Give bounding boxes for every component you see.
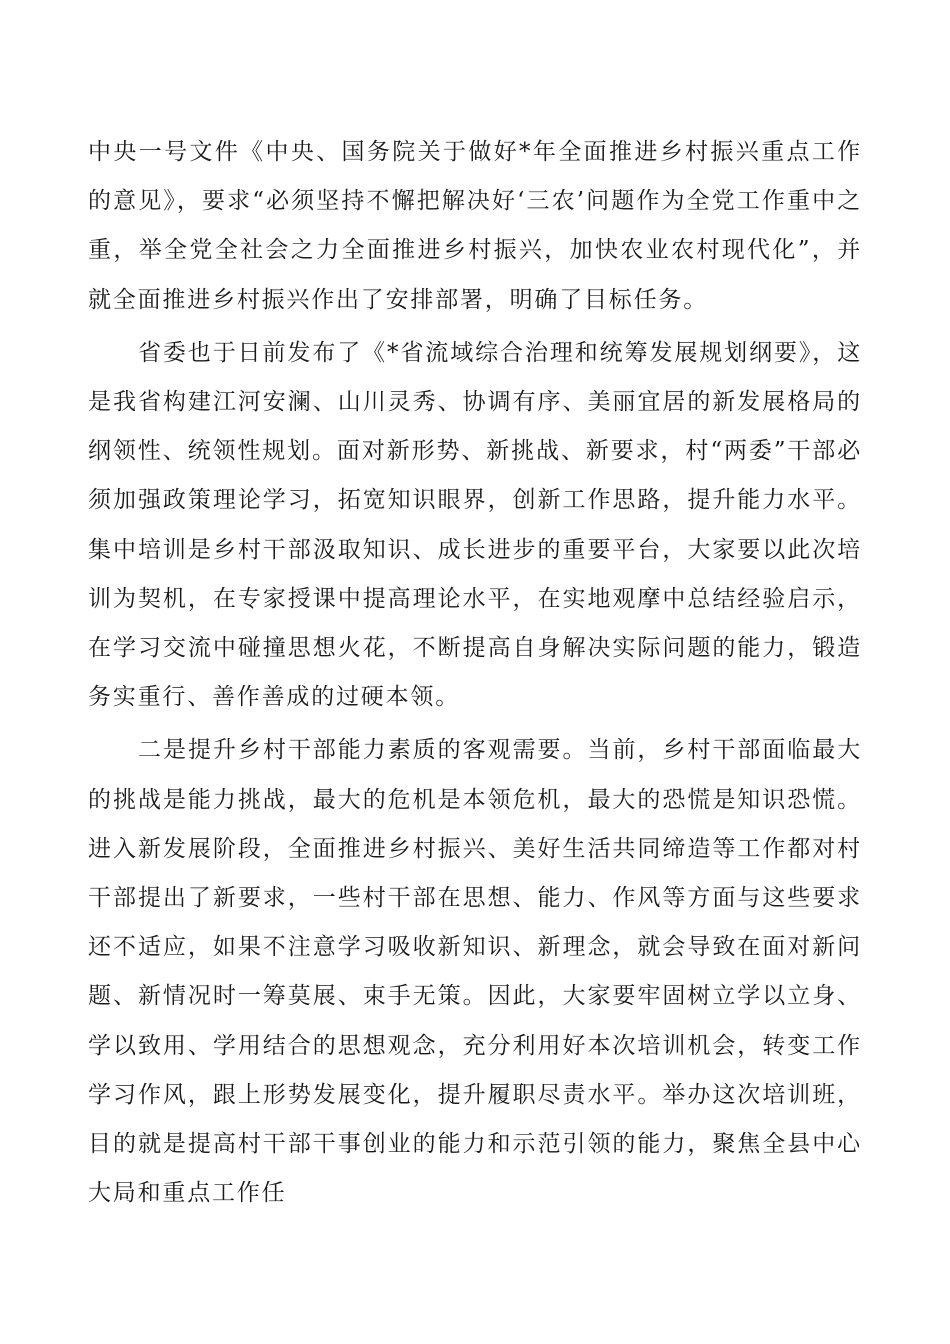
- paragraph-provincial-plan: 省委也于日前发布了《*省流域综合治理和统筹发展规划纲要》，这是我省构建江河安澜、山川灵秀、协调有序、美丽宜居的新发展格局的纲领性、统领性规划。面对新形势、新挑战、新要求，村“两委”干部必须加强政策理论学习，拓宽知识眼界，创新工作思路，提升能力水平。集中培训是乡村干部汲取知识、成长进步的重要平台，大家要以此次培训为契机，在专家授课中提高理论水平，在实地观摩中总结经验启示，在学习交流中碰撞思想火花，不断提高自身解决实际问题的能力，锻造务实重行、善作善成的过硬本领。: [88, 339, 862, 711]
- document-body: [88, 128, 862, 1218]
- paragraph-capability-needs: 二是提升乡村干部能力素质的客观需要。当前，乡村干部面临最大的挑战是能力挑战，最大的危机是本领危机，最大的恐慌是知识恐慌。进入新发展阶段，全面推进乡村振兴、美好生活共同缔造等工作都对村干部提出了新要求，一些村干部在思想、能力、作风等方面与这些要求还不适应，如果不注意学习吸收新知识、新理念，就会导致在面对新问题、新情况时一筹莫展、束手无策。因此，大家要牢固树立学以立身、学以致用、学用结合的思想观念，充分利用好本次培训机会，转变工作学习作风，跟上形势发展变化，提升履职尽责水平。举办这次培训班，目的就是提高村干部干事创业的能力和示范引领的能力，聚焦全县中心大局和重点工作任: [88, 737, 862, 1207]
- paragraph-continuation: 中央一号文件《中央、国务院关于做好*年全面推进乡村振兴重点工作的意见》，要求“必须坚持不懈把解决好‘三农’问题作为全党工作重中之重，举全党全社会之力全面推进乡村振兴，加快农业农村现代化”，并就全面推进乡村振兴作出了安排部署，明确了目标任务。: [88, 139, 862, 313]
